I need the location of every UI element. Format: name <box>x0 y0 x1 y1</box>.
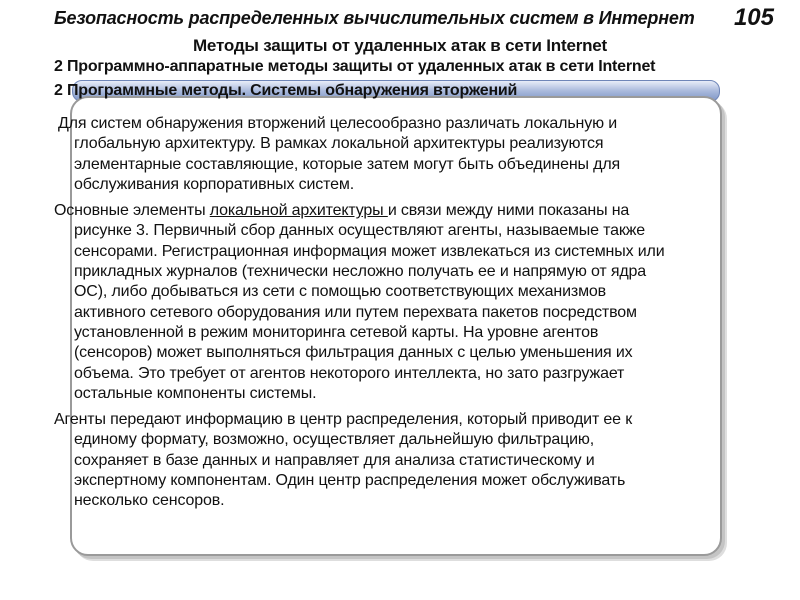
local-architecture-link: локальной архитектуры <box>209 202 388 220</box>
paragraph-line: элементарные составляющие, которые затем могут быть объединены для <box>74 155 621 173</box>
paragraph-line: ОС), либо добываться из сети с помощью соответствующих механизмов <box>74 283 607 301</box>
paragraph-text: Основные элементы <box>54 202 210 220</box>
paragraph-2 <box>54 201 774 404</box>
page-header-title: Безопасность распределенных вычислительных систем в Интернет <box>54 8 695 28</box>
body-text <box>54 114 774 518</box>
paragraph-line: Для систем обнаружения вторжений целесообразно различать локальную и <box>58 115 617 132</box>
paragraph-line: несколько сенсоров. <box>74 492 225 510</box>
paragraph-1 <box>54 114 774 195</box>
paragraph-line: экспертному компонентам. Один центр распределения может обслуживать <box>74 472 626 490</box>
paragraph-line: активного сетевого оборудования или путем перехвата пакетов посредством <box>74 303 637 321</box>
paragraph-line: обслуживания корпоративных систем. <box>74 175 355 193</box>
section-heading-2: 2 Программные методы. Системы обнаружения вторжений <box>54 82 518 99</box>
paragraph-line <box>54 201 774 221</box>
paragraph-line: (сенсоров) может выполняться фильтрация данных с целью уменьшения их <box>74 344 633 362</box>
paragraph-3 <box>54 410 774 511</box>
page-subtitle: Методы защиты от удаленных атак в сети Internet <box>192 36 608 55</box>
paragraph-line: сохраняет в базе данных и направляет для анализа статистическому и <box>74 451 595 469</box>
paragraph-line: Агенты передают информацию в центр распределения, который приводит ее к <box>54 411 633 429</box>
paragraph-line: сенсорами. Регистрационная информация может извлекаться из системных или <box>74 242 665 260</box>
section-heading-1: 2 Программно-аппаратные методы защиты от удаленных атак в сети Internet <box>54 58 656 75</box>
paragraph-line: единому формату, возможно, осуществляет дальнейшую фильтрацию, <box>74 431 595 449</box>
paragraph-line: прикладных журналов (технически несложно получать ее и напрямую от ядра <box>74 263 647 281</box>
paragraph-line: остальные компоненты системы. <box>74 384 317 402</box>
paragraph-text: и связи между ними показаны на <box>387 202 630 220</box>
paragraph-line: рисунке 3. Первичный сбор данных осуществляют агенты, называемые также <box>74 222 646 240</box>
paragraph-line: объема. Это требует от агентов некоторого интеллекта, но зато разгружает <box>74 364 625 382</box>
page-number: 105 <box>733 4 774 31</box>
paragraph-line: глобальную архитектуру. В рамках локальной архитектуры реализуются <box>74 135 604 153</box>
paragraph-line: установленной в режим мониторинга сетевой карты. На уровне агентов <box>74 323 599 341</box>
